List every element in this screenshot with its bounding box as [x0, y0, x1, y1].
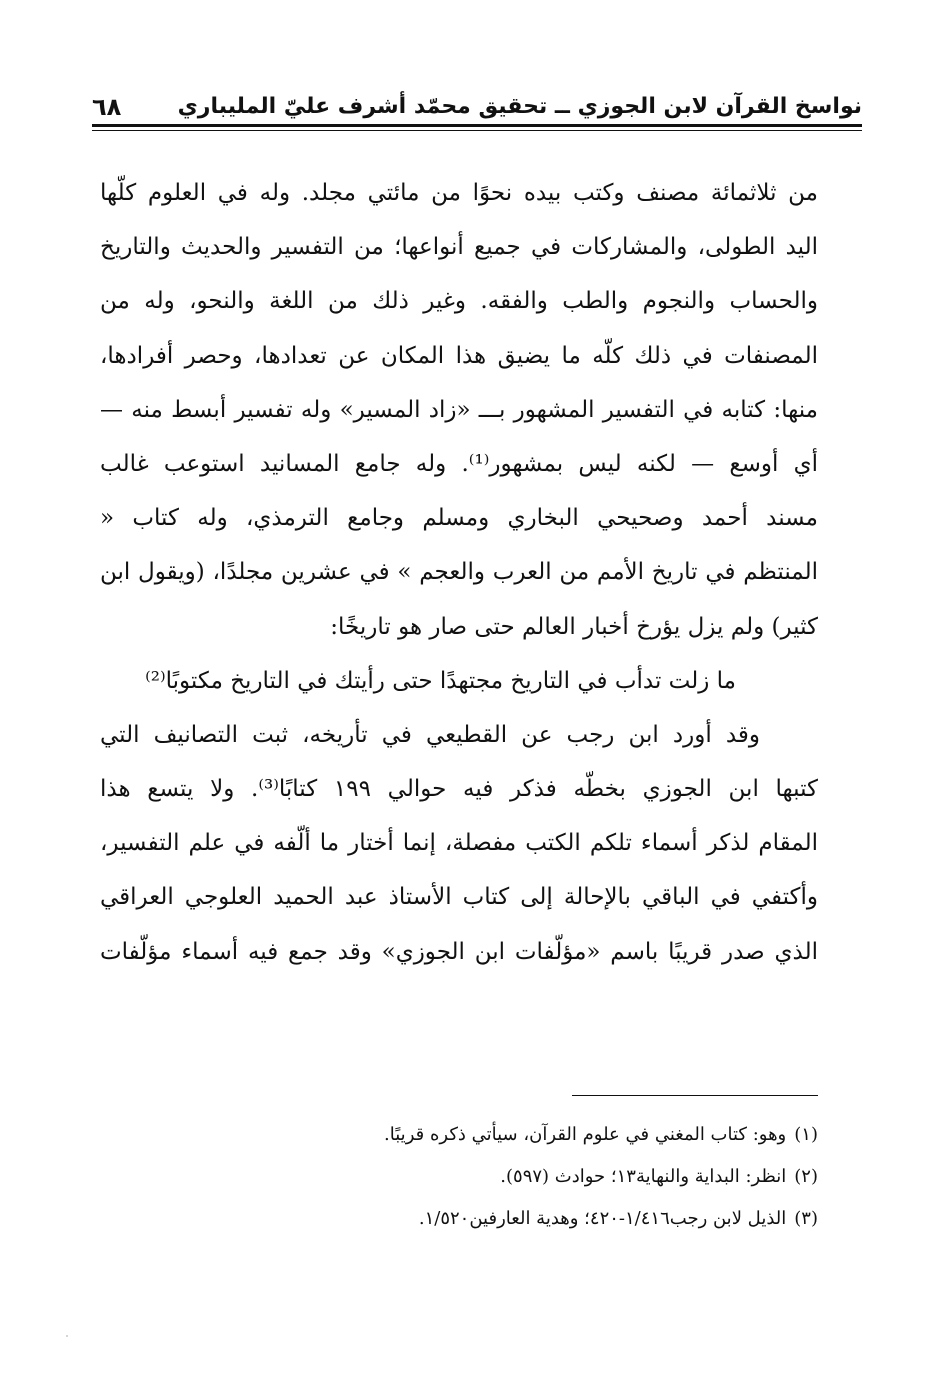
footnote — [200, 1156, 818, 1198]
text-line: وقد أورد ابن رجب عن القطيعي في تأريخه، ثبت التصانيف التي — [100, 721, 760, 748]
text-line: اليد الطولى، والمشاركات في جميع أنواعها؛ من التفسير والحديث والتاريخ — [100, 234, 818, 261]
text-line: منها: كتابه في التفسير المشهور بـــ «زاد المسير» وله تفسير أبسط منه — — [100, 396, 818, 423]
text-line: وأكتفي في الباقي بالإحالة إلى كتاب الأستاذ عبد الحميد العلوجي العراقي — [100, 884, 818, 911]
text-line: المقام لذكر أسماء تلكم الكتب مفصلة، إنما أختار ما ألّفه في علم التفسير، — [100, 830, 818, 857]
text-line: كثير) ولم يزل يؤرخ أخبار العالم حتى صار هو تاريخًا: — [330, 613, 818, 640]
footnotes — [200, 1114, 818, 1240]
footnote-number: (٣) — [794, 1208, 818, 1229]
running-title: نواسخ القرآن لابن الجوزي ــ تحقيق محمّد أشرف عليّ المليباري — [177, 94, 862, 119]
footnote-number: (٢) — [794, 1166, 818, 1187]
footnote — [200, 1114, 818, 1156]
text-line: مسند أحمد وصحيحي البخاري ومسلم وجامع الترمذي، وله كتاب « — [100, 505, 818, 532]
footnote-number: (١) — [794, 1124, 818, 1145]
page-number: ٦٨ — [92, 93, 122, 121]
footnote — [200, 1198, 818, 1240]
text-line: المصنفات في ذلك كلّه ما يضيق هذا المكان عن تعدادها، وحصر أفرادها، — [100, 342, 818, 369]
footnote-text: وهو: كتاب المغني في علوم القرآن، سيأتي ذكره قريبًا. — [384, 1124, 787, 1145]
poetry-verse: ما زلت تدأب في التاريخ مجتهدًا حتى رأيتك في التاريخ مكتوبًا⁽²⁾ — [145, 667, 736, 694]
footnote-text: انظر: البداية والنهاية١٣؛ حوادث (٥٩٧). — [500, 1166, 787, 1187]
text-line: من ثلاثمائة مصنف وكتب بيده نحوًا من مائتي مجلد. وله في العلوم كلّها — [100, 180, 818, 206]
header-rule-thin — [92, 130, 862, 131]
footnote-text: الذيل لابن رجب١/٤١٦-٤٢٠؛ وهدية العارفين١/٥٢٠. — [418, 1208, 787, 1229]
running-header — [92, 86, 862, 122]
header-rule-thick — [92, 124, 862, 127]
text-line: أي أوسع — لكنه ليس بمشهور⁽¹⁾. وله جامع المسانيد استوعب غالب — [100, 450, 818, 477]
text-line: الذي صدر قريبًا باسم «مؤلّفات ابن الجوزي» وقد جمع فيه أسماء مؤلّفات — [100, 938, 818, 965]
text-line: كتبها ابن الجوزي بخطّه فذكر فيه حوالي ١٩٩ كتابًا⁽³⁾. ولا يتسع هذا — [100, 776, 818, 803]
footnote-separator — [572, 1095, 818, 1096]
scan-speck — [66, 1335, 68, 1337]
main-text — [100, 166, 818, 979]
text-line: المنتظم في تاريخ الأمم من العرب والعجم » في عشرين مجلدًا، (ويقول ابن — [100, 559, 818, 586]
text-line: والحساب والنجوم والطب والفقه. وغير ذلك من اللغة والنحو، وله من — [100, 288, 818, 315]
